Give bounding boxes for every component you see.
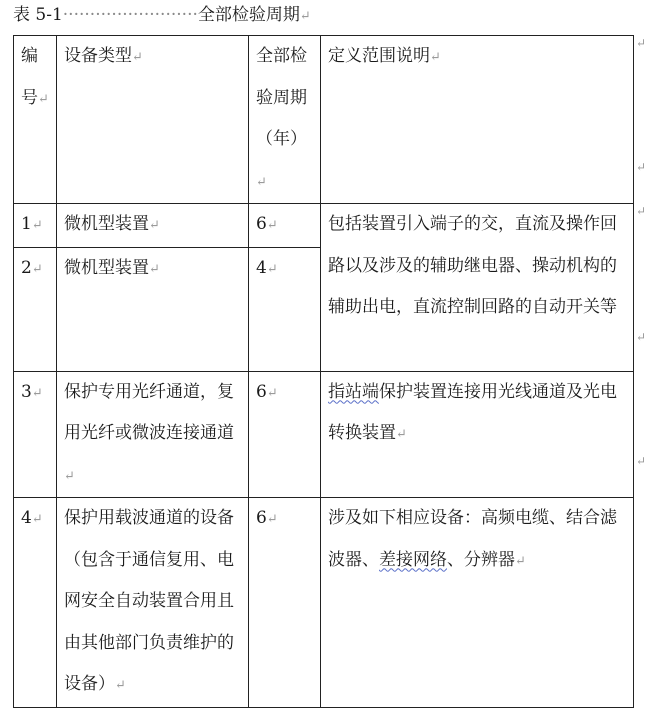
cell-number: 4↵ (14, 498, 57, 708)
paragraph-mark-icon: ↵ (430, 50, 441, 65)
header-full-inspection-period: 全部检验周期（年）↵ (249, 36, 321, 204)
cell-scope-description: 涉及如下相应设备：高频电缆、结合滤波器、差接网络、分辨器↵ (321, 498, 634, 708)
row-end-mark-icon: ↵ (636, 36, 647, 50)
cell-period: 6↵ (249, 204, 321, 248)
row-end-mark-icon: ↵ (636, 330, 647, 344)
spellcheck-underlined-text: 指站端 (328, 381, 379, 402)
paragraph-mark-icon: ↵ (266, 261, 278, 277)
table-header-row (14, 36, 634, 204)
row-end-mark-icon: ↵ (636, 160, 647, 174)
table-row (14, 371, 634, 498)
paragraph-mark-icon: ↵ (396, 427, 407, 442)
table-row (14, 204, 634, 248)
table-row (14, 498, 634, 708)
paragraph-mark-icon: ↵ (266, 385, 278, 401)
paragraph-mark-icon: ↵ (515, 553, 526, 569)
paragraph-mark-icon: ↵ (266, 512, 278, 527)
row-end-mark-icon: ↵ (636, 454, 647, 468)
paragraph-mark-icon: ↵ (266, 218, 278, 233)
caption-leader-dots: ························· (62, 5, 198, 25)
paragraph-mark-icon: ↵ (31, 218, 43, 233)
paragraph-mark-icon: ↵ (149, 218, 160, 233)
paragraph-mark-icon: ↵ (115, 678, 126, 693)
cell-period: 4↵ (249, 247, 321, 371)
cell-device-type: 微机型装置↵ (57, 247, 249, 371)
paragraph-mark-icon: ↵ (31, 385, 43, 401)
cell-number: 1↵ (14, 204, 57, 248)
cell-period: 6↵ (249, 498, 321, 708)
paragraph-mark-icon: ↵ (31, 261, 43, 277)
header-device-type: 设备类型↵ (57, 36, 249, 204)
cell-scope-description: 包括装置引入端子的交，直流及操作回路以及涉及的辅助继电器、操动机构的辅助出电，直流控制回路的自动开关等 (321, 204, 634, 372)
table-caption (13, 3, 311, 29)
cell-period: 6↵ (249, 371, 321, 498)
inspection-period-table (13, 35, 634, 708)
cell-number: 2↵ (14, 247, 57, 371)
paragraph-mark-icon: ↵ (38, 91, 49, 107)
paragraph-mark-icon: ↵ (64, 468, 75, 484)
cell-device-type: 保护专用光纤通道，复用光纤或微波连接通道↵ (57, 371, 249, 498)
cell-number: 3↵ (14, 371, 57, 498)
row-end-mark-icon: ↵ (636, 204, 647, 218)
paragraph-mark-icon: ↵ (149, 261, 160, 277)
caption-title: 全部检验周期 (197, 5, 300, 25)
caption-label: 表 5-1 (13, 5, 63, 25)
spellcheck-underlined-text: 差接网络 (379, 549, 447, 570)
paragraph-mark-icon: ↵ (132, 50, 143, 65)
paragraph-mark-icon: ↵ (31, 512, 43, 527)
header-scope-description: 定义范围说明↵ (321, 36, 634, 204)
header-number: 编号↵ (14, 36, 57, 204)
paragraph-mark-icon: ↵ (256, 174, 267, 190)
cell-device-type: 保护用载波通道的设备（包含于通信复用、电网安全自动装置合用且由其他部门负责维护的设备）↵ (57, 498, 249, 708)
cell-scope-description: 指站端保护装置连接用光线通道及光电转换装置↵ (321, 371, 634, 498)
paragraph-mark-icon: ↵ (299, 9, 311, 24)
cell-device-type: 微机型装置↵ (57, 204, 249, 248)
